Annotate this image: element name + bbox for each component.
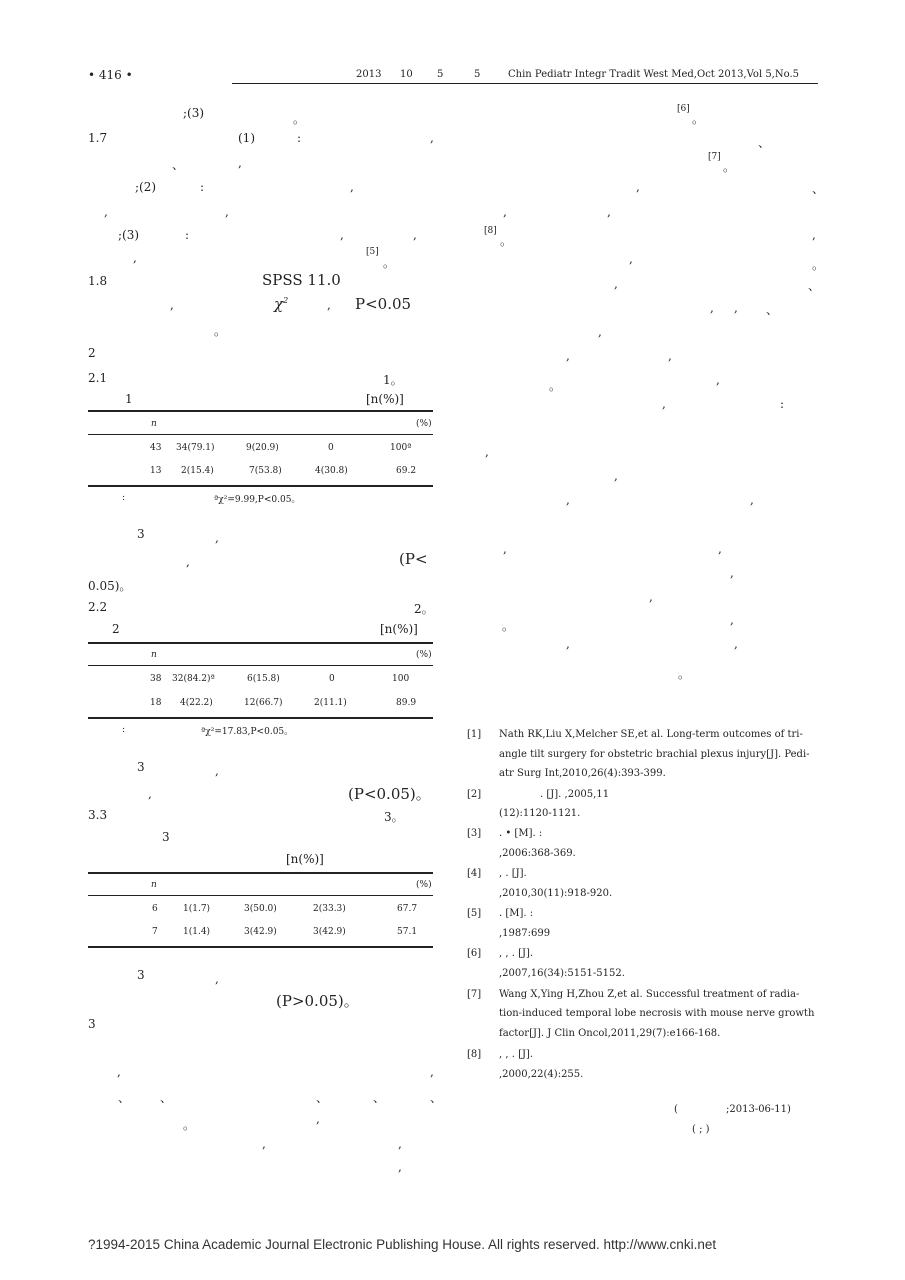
table-1-bottom-rule bbox=[88, 485, 433, 487]
text-fragment: 。 bbox=[383, 256, 396, 270]
text-fragment: , bbox=[649, 590, 653, 604]
section-heading-3-3: 3.3 bbox=[88, 808, 108, 822]
text-fragment: , bbox=[614, 277, 618, 291]
text-fragment: ;(3) bbox=[118, 228, 140, 242]
table-2-note-colon: : bbox=[122, 725, 126, 735]
table-3-unit: [n(%)] bbox=[286, 852, 324, 866]
chi-square-symbol: $\chi^2$ bbox=[274, 295, 289, 313]
copyright-footer: ?1994-2015 China Academic Journal Electronic Publishing House. All rights reserved. http://www.cnki.net bbox=[88, 1237, 717, 1252]
text-fragment: , bbox=[503, 542, 507, 556]
table-1-top-rule bbox=[88, 410, 433, 412]
text-fragment: , bbox=[662, 397, 666, 411]
text-fragment: 、 bbox=[118, 1091, 131, 1105]
received-date: ;2013-06-11) bbox=[726, 1104, 791, 1115]
p-threshold: P<0.05 bbox=[355, 295, 412, 313]
table-3-col-pct: (%) bbox=[416, 880, 432, 890]
section-heading-2-2: 2.2 bbox=[88, 600, 108, 614]
table-1-head-rule bbox=[88, 434, 433, 435]
text-fragment: , bbox=[734, 637, 738, 651]
text-fragment: , bbox=[566, 349, 570, 363]
text-fragment: , bbox=[430, 1065, 434, 1079]
text-fragment: , bbox=[316, 1112, 320, 1126]
text-fragment: , bbox=[614, 469, 618, 483]
text-fragment: 3 bbox=[137, 968, 145, 982]
text-fragment: 。 bbox=[500, 234, 513, 248]
text-fragment: : bbox=[200, 180, 205, 194]
text-fragment: , bbox=[327, 298, 331, 312]
text-fragment: 、 bbox=[758, 136, 771, 150]
text-fragment: 。 bbox=[502, 619, 515, 633]
table-2-note: ªχ²=17.83,P<0.05。 bbox=[201, 727, 294, 737]
table-1-note-colon: : bbox=[122, 493, 126, 503]
text-fragment: 1。 bbox=[383, 373, 403, 387]
text-fragment: , bbox=[750, 493, 754, 507]
received-paren: ( bbox=[674, 1104, 678, 1115]
editor-line: ( ; ) bbox=[692, 1124, 710, 1135]
p-value-text: (P<0.05)。 bbox=[348, 785, 431, 803]
text-fragment: , bbox=[503, 205, 507, 219]
citation-8: [8] bbox=[484, 226, 497, 236]
text-fragment: , bbox=[607, 205, 611, 219]
text-fragment: , bbox=[225, 205, 229, 219]
text-fragment: , bbox=[398, 1160, 402, 1174]
text-fragment: , bbox=[238, 156, 242, 170]
table-2-top-rule bbox=[88, 642, 433, 644]
text-fragment: , bbox=[117, 1065, 121, 1079]
text-fragment: , bbox=[104, 205, 108, 219]
spss-version: SPSS 11.0 bbox=[262, 271, 341, 289]
text-fragment: (1) bbox=[238, 131, 255, 145]
header-vol: 5 bbox=[437, 69, 444, 80]
text-fragment: 、 bbox=[812, 182, 825, 196]
text-fragment: 。 bbox=[812, 258, 825, 272]
table-1-col-n: n bbox=[151, 419, 157, 429]
text-fragment: 3。 bbox=[384, 810, 404, 824]
text-fragment: , bbox=[730, 613, 734, 627]
journal-citation: Chin Pediatr Integr Tradit West Med,Oct 2013,Vol 5,No.5 bbox=[508, 69, 799, 80]
text-fragment: , bbox=[148, 787, 152, 801]
text-fragment: , bbox=[133, 251, 137, 265]
text-fragment: 。 bbox=[723, 160, 736, 174]
text-fragment: 、 bbox=[430, 1091, 443, 1105]
text-fragment: , bbox=[734, 301, 738, 315]
text-fragment: 。 bbox=[678, 667, 691, 681]
table-1-note: ªχ²=9.99,P<0.05。 bbox=[214, 495, 301, 505]
p-value-text: 0.05)。 bbox=[88, 579, 132, 593]
text-fragment: 、 bbox=[160, 1091, 173, 1105]
text-fragment: , bbox=[668, 349, 672, 363]
p-value-text: (P>0.05)。 bbox=[276, 992, 359, 1010]
section-heading-2: 2 bbox=[88, 346, 96, 360]
text-fragment: : bbox=[185, 228, 190, 242]
text-fragment: , bbox=[710, 301, 714, 315]
header-rule bbox=[232, 83, 818, 84]
text-fragment: 。 bbox=[549, 379, 562, 393]
table-2-number: 2 bbox=[112, 622, 120, 636]
table-2-col-n: n bbox=[151, 650, 157, 660]
text-fragment: 2。 bbox=[414, 602, 434, 616]
text-fragment: , bbox=[413, 228, 417, 242]
text-fragment: 。 bbox=[183, 1118, 196, 1132]
table-1-unit: [n(%)] bbox=[366, 392, 404, 406]
header-month: 10 bbox=[400, 69, 413, 80]
text-fragment: , bbox=[566, 493, 570, 507]
text-fragment: , bbox=[170, 298, 174, 312]
table-3-number: 3 bbox=[162, 830, 170, 844]
text-fragment: , bbox=[340, 228, 344, 242]
text-fragment: 。 bbox=[293, 112, 306, 126]
text-fragment: , bbox=[718, 542, 722, 556]
text-fragment: , bbox=[215, 764, 219, 778]
text-fragment: 3 bbox=[137, 760, 145, 774]
text-fragment: , bbox=[629, 252, 633, 266]
text-fragment: , bbox=[598, 325, 602, 339]
table-3-head-rule bbox=[88, 895, 433, 896]
header-year: 2013 bbox=[356, 69, 382, 80]
section-heading-1-7: 1.7 bbox=[88, 131, 108, 145]
text-fragment: 3 bbox=[137, 527, 145, 541]
text-fragment: : bbox=[297, 131, 302, 145]
text-fragment: 。 bbox=[692, 112, 705, 126]
citation-5: [5] bbox=[366, 247, 379, 257]
table-2-head-rule bbox=[88, 665, 433, 666]
table-2-bottom-rule bbox=[88, 717, 433, 719]
section-heading-3: 3 bbox=[88, 1017, 96, 1031]
text-fragment: , bbox=[215, 531, 219, 545]
header-no: 5 bbox=[474, 69, 481, 80]
text-fragment: , bbox=[716, 373, 720, 387]
text-fragment: 、 bbox=[316, 1091, 329, 1105]
text-fragment: , bbox=[566, 637, 570, 651]
text-fragment: , bbox=[812, 228, 816, 242]
table-3-bottom-rule bbox=[88, 946, 433, 948]
text-fragment: , bbox=[485, 445, 489, 459]
page-number: • 416 • bbox=[88, 68, 133, 82]
text-fragment: , bbox=[350, 180, 354, 194]
table-1-number: 1 bbox=[125, 392, 133, 406]
text-fragment: 、 bbox=[766, 303, 779, 317]
text-fragment: 、 bbox=[373, 1091, 386, 1105]
text-fragment: , bbox=[636, 180, 640, 194]
text-fragment: 、 bbox=[808, 279, 821, 293]
text-fragment: ;(2) bbox=[135, 180, 157, 194]
citation-7: [7] bbox=[708, 152, 721, 162]
table-3-col-n: n bbox=[151, 880, 157, 890]
table-2-unit: [n(%)] bbox=[380, 622, 418, 636]
text-fragment: , bbox=[215, 972, 219, 986]
text-fragment: , bbox=[730, 566, 734, 580]
text-fragment: 、 bbox=[172, 158, 185, 172]
text-fragment: 。 bbox=[214, 324, 227, 338]
table-2-col-pct: (%) bbox=[416, 650, 432, 660]
table-3-top-rule bbox=[88, 872, 433, 874]
text-fragment: , bbox=[430, 131, 434, 145]
citation-6: [6] bbox=[677, 104, 690, 114]
text-fragment: : bbox=[780, 397, 785, 411]
section-heading-1-8: 1.8 bbox=[88, 274, 108, 288]
text-fragment: , bbox=[186, 555, 190, 569]
text-fragment: ;(3) bbox=[183, 106, 205, 120]
table-1-col-pct: (%) bbox=[416, 419, 432, 429]
section-heading-2-1: 2.1 bbox=[88, 371, 108, 385]
text-fragment: , bbox=[398, 1137, 402, 1151]
p-value-text: (P< bbox=[399, 550, 428, 568]
text-fragment: , bbox=[262, 1137, 266, 1151]
